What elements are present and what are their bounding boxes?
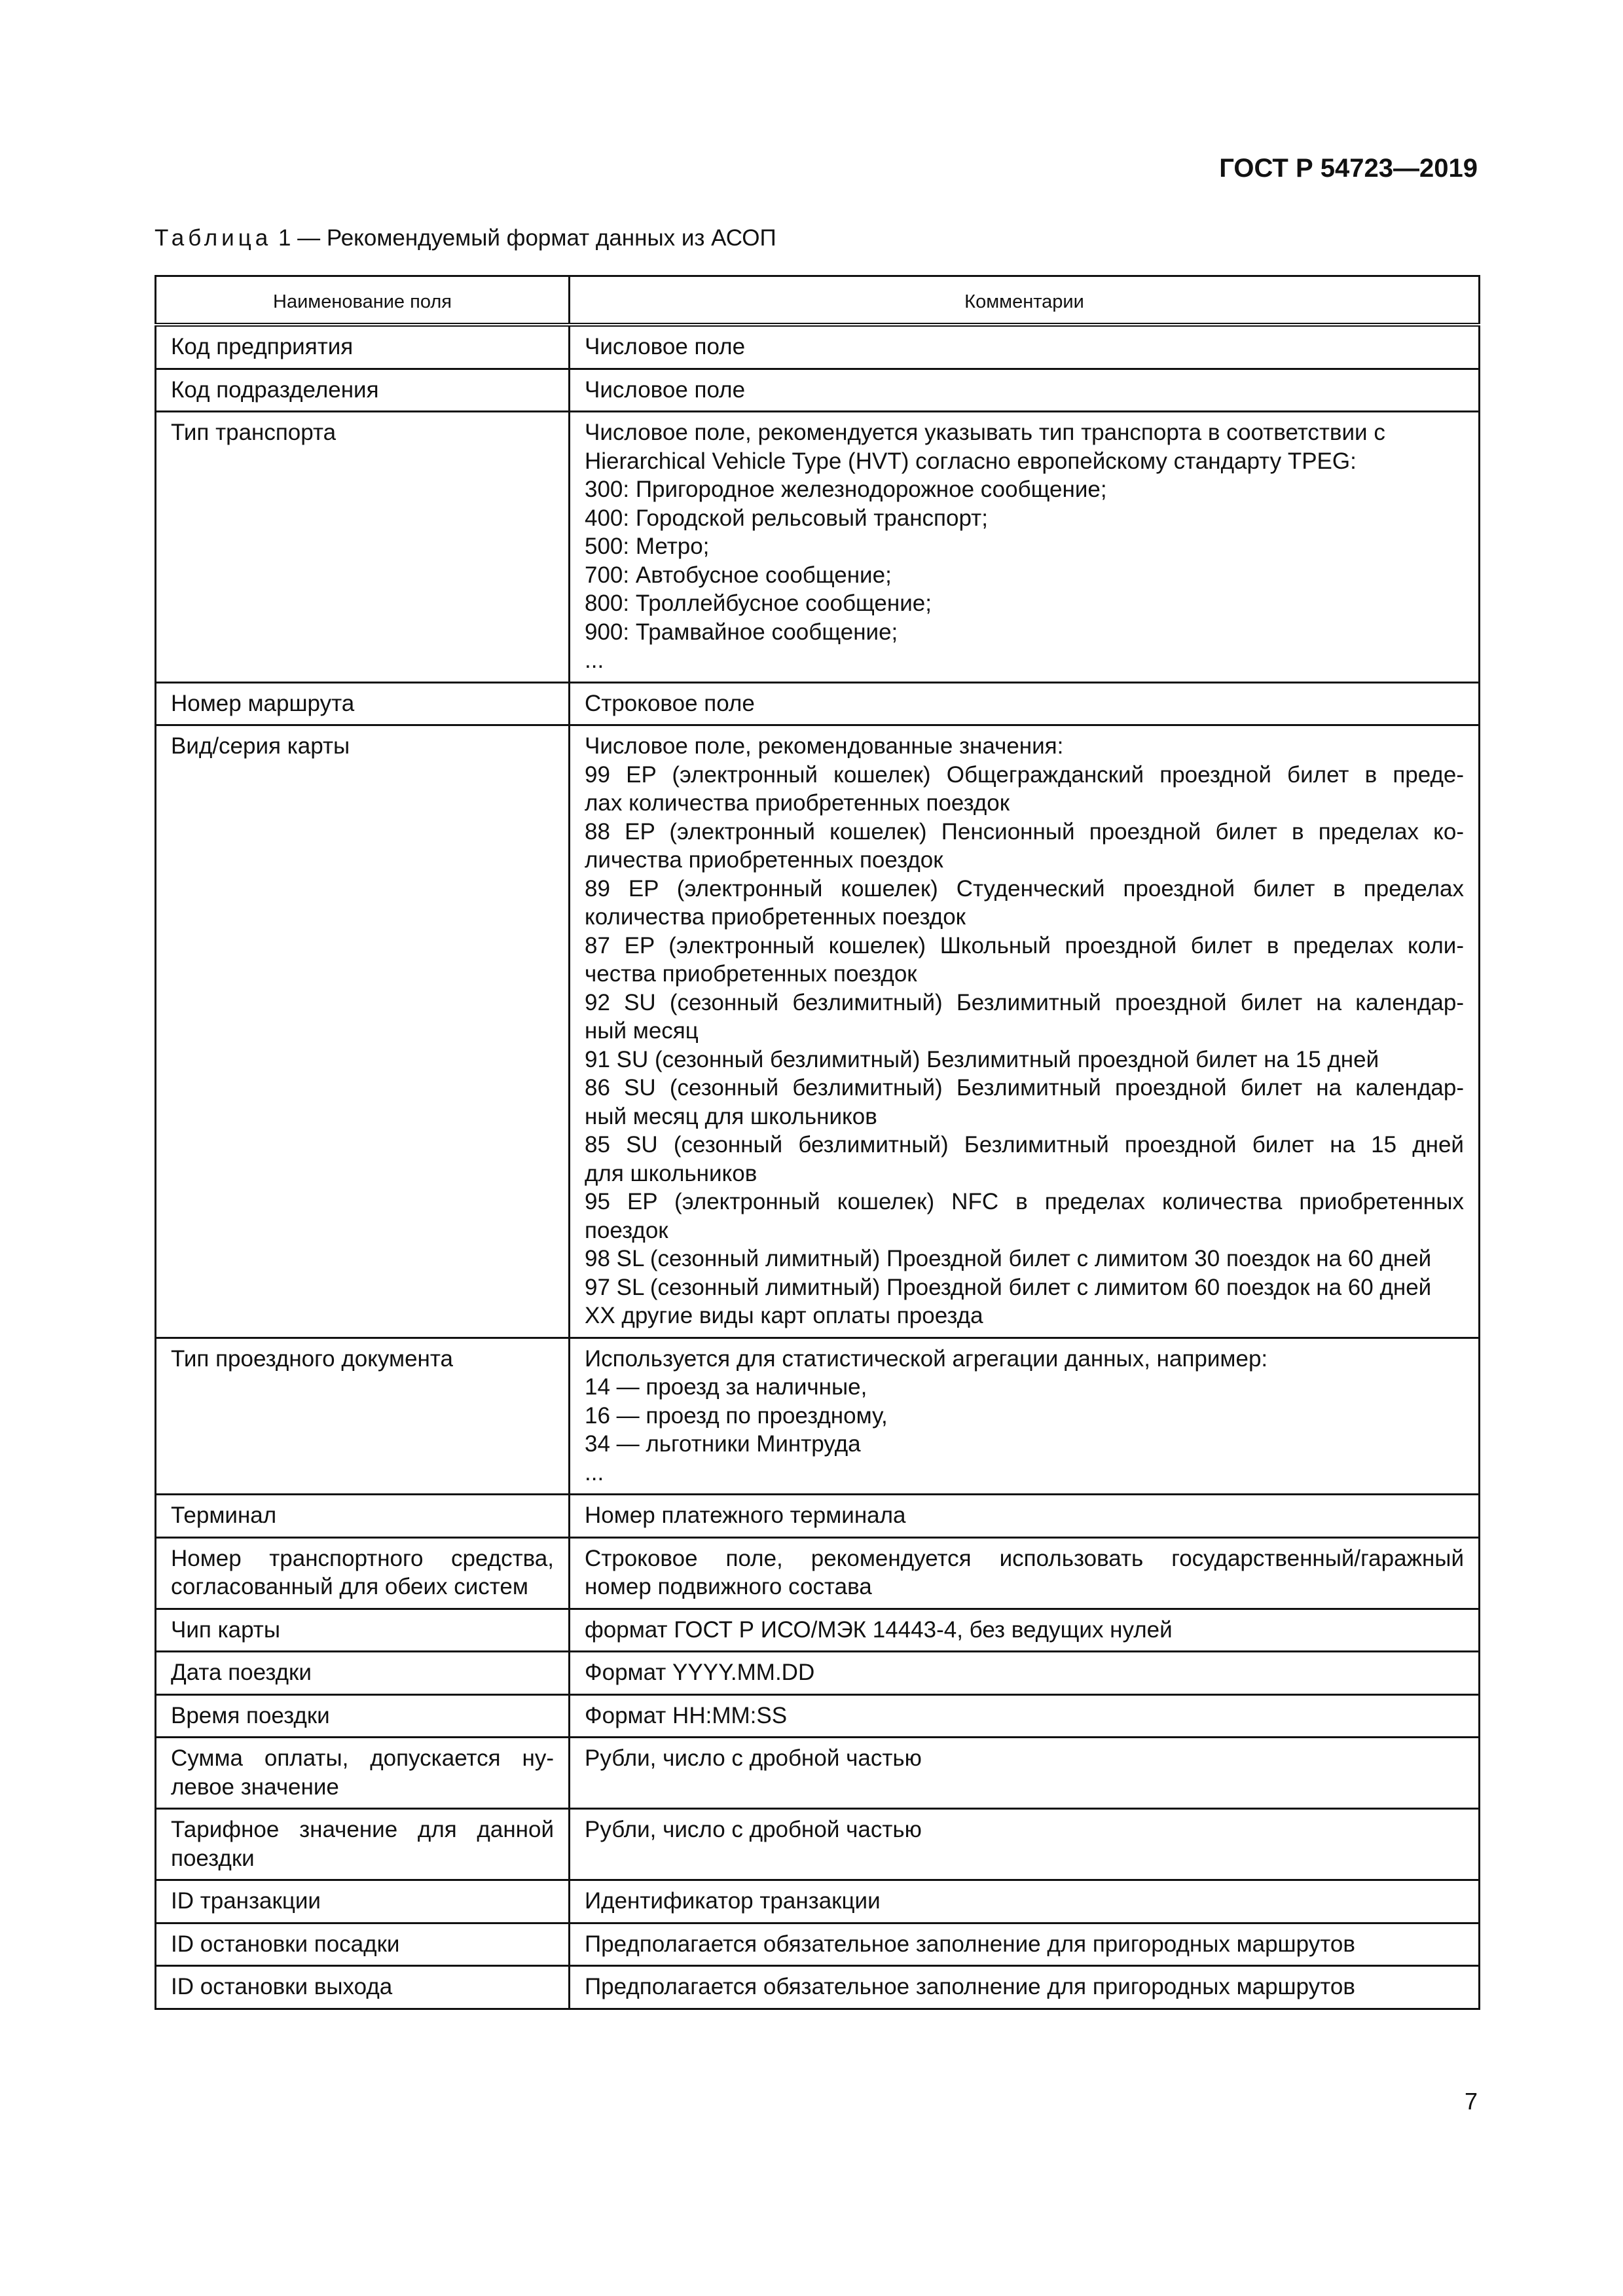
comment-line: 500: Метро; (585, 534, 710, 559)
comment-line: поездок (585, 1217, 668, 1243)
comment-line: Hierarchical Vehicle Type (HVT) согласно европейскому стандарту TPEG: (585, 448, 1357, 474)
comment-cell (570, 369, 1480, 412)
field-name-line: Код подразделения (171, 376, 379, 403)
field-name-line: Номер маршрута (171, 690, 355, 716)
comment-line: 98 SL (сезонный лимитный) Проездной билет с лимитом 30 поездок на 60 дней (585, 1246, 1432, 1271)
comment-cell (570, 1609, 1480, 1652)
comment-cell (570, 412, 1480, 683)
table-caption-prefix: Таблица (155, 225, 272, 251)
comment-cell (570, 1495, 1480, 1538)
comment-line: Рубли, число с дробной частью (585, 1745, 922, 1771)
field-name-line: Дата поездки (171, 1660, 312, 1685)
comment-line: 97 SL (сезонный лимитный) Проездной билет с лимитом 60 поездок на 60 дней (585, 1274, 1432, 1300)
comment-line: 88 EP (электронный кошелек) Пенсионный проездной билет в пределах ко- (585, 818, 1464, 845)
comment-line: 99 EP (электронный кошелек) Общегражданский проездной билет в преде- (585, 761, 1464, 788)
field-name-line: поездки (171, 1845, 255, 1871)
field-name-line: ID остановки выхода (171, 1974, 393, 1999)
comment-line: Идентификатор транзакции (585, 1888, 881, 1914)
comment-line: 400: Городской рельсовый транспорт; (585, 505, 988, 531)
table-caption (155, 224, 776, 253)
comment-line: Строковое поле, рекомендуется использовать государственный/гаражный (585, 1545, 1464, 1571)
field-name-cell (156, 1694, 570, 1738)
comment-line: 86 SU (сезонный безлимитный) Безлимитный проездной билет на календар- (585, 1075, 1464, 1101)
field-name-cell (156, 1809, 570, 1880)
column-header-field-name: Наименование поля (156, 276, 570, 325)
table-row (156, 369, 1480, 412)
comment-line: количества приобретенных поездок (585, 904, 966, 930)
field-name-cell (156, 369, 570, 412)
field-name-line: Тарифное значение для данной (171, 1817, 554, 1842)
comment-line: Формат HH:MM:SS (585, 1702, 788, 1728)
table-row (156, 412, 1480, 683)
comment-line: Формат YYYY.MM.DD (585, 1660, 815, 1685)
comment-line: ... (585, 1459, 604, 1485)
table-row (156, 325, 1480, 369)
comment-cell (570, 725, 1480, 1338)
field-name-line: Чип карты (171, 1616, 280, 1643)
comment-line: 700: Автобусное сообщение; (585, 562, 892, 588)
field-name-cell (156, 325, 570, 369)
field-name-cell (156, 1738, 570, 1809)
comment-line: 800: Троллейбусное сообщение; (585, 591, 932, 616)
comment-line: 900: Трамвайное сообщение; (585, 619, 898, 645)
comment-line: чества приобретенных поездок (585, 961, 917, 987)
table-row (156, 1495, 1480, 1538)
field-name-cell (156, 412, 570, 683)
format-table (155, 275, 1480, 2010)
table-row (156, 1537, 1480, 1609)
comment-line: ... (585, 647, 604, 673)
comment-line: Предполагается обязательное заполнение для пригородных маршрутов (585, 1931, 1355, 1957)
page-number: 7 (1464, 2088, 1478, 2115)
field-name-cell (156, 1537, 570, 1609)
field-name-line: Вид/серия карты (171, 733, 350, 759)
comment-line: номер подвижного состава (585, 1574, 872, 1599)
comment-line: лах количества приобретенных поездок (585, 790, 1010, 816)
comment-cell (570, 325, 1480, 369)
table-body (156, 325, 1480, 2009)
field-name-line: Код предприятия (171, 334, 354, 359)
field-name-cell (156, 725, 570, 1338)
field-name-line: Время поездки (171, 1702, 330, 1728)
table-row (156, 1923, 1480, 1966)
comment-line: для школьников (585, 1160, 757, 1186)
comment-line: Числовое поле, рекомендованные значения: (585, 733, 1064, 759)
comment-line: Номер платежного терминала (585, 1503, 906, 1528)
field-name-line: Номер транспортного средства, (171, 1545, 554, 1571)
field-name-cell (156, 1652, 570, 1695)
comment-cell (570, 1652, 1480, 1695)
comment-cell (570, 1338, 1480, 1495)
table-row (156, 725, 1480, 1338)
comment-line: личества приобретенных поездок (585, 847, 943, 873)
comment-line: 91 SU (сезонный безлимитный) Безлимитный проездной билет на 15 дней (585, 1046, 1379, 1072)
comment-line: Числовое поле (585, 376, 746, 403)
table-row (156, 1738, 1480, 1809)
field-name-line: Тип транспорта (171, 420, 337, 445)
comment-line: Рубли, число с дробной частью (585, 1817, 922, 1842)
field-name-cell (156, 1338, 570, 1495)
comment-line: Используется для статистической агрегации данных, например: (585, 1345, 1268, 1372)
table-caption-text: 1 — Рекомендуемый формат данных из АСОП (278, 225, 776, 251)
comment-cell (570, 1923, 1480, 1966)
document-standard-number: ГОСТ Р 54723—2019 (1219, 154, 1478, 183)
table-row (156, 1880, 1480, 1923)
field-name-line: ID транзакции (171, 1888, 321, 1914)
comment-line: Числовое поле, рекомендуется указывать тип транспорта в соответствии с (585, 420, 1385, 445)
field-name-line: согласованный для обеих систем (171, 1574, 528, 1599)
comment-line: ный месяц (585, 1018, 699, 1044)
field-name-cell (156, 1966, 570, 2009)
comment-cell (570, 1966, 1480, 2009)
comment-cell (570, 1880, 1480, 1923)
field-name-cell (156, 1609, 570, 1652)
table-row (156, 1652, 1480, 1695)
comment-cell (570, 1694, 1480, 1738)
comment-cell (570, 682, 1480, 725)
table-row (156, 1694, 1480, 1738)
field-name-cell (156, 1923, 570, 1966)
comment-line: 92 SU (сезонный безлимитный) Безлимитный проездной билет на календар- (585, 989, 1464, 1015)
comment-cell (570, 1809, 1480, 1880)
table-header-row (156, 276, 1480, 325)
comment-cell (570, 1537, 1480, 1609)
field-name-cell (156, 1495, 570, 1538)
comment-line: формат ГОСТ Р ИСО/МЭК 14443-4, без ведущих нулей (585, 1616, 1173, 1643)
comment-line: ный месяц для школьников (585, 1103, 877, 1129)
comment-line: 16 — проезд по проездному, (585, 1402, 888, 1429)
comment-line: Строковое поле (585, 690, 755, 716)
field-name-line: Терминал (171, 1503, 277, 1528)
comment-cell (570, 1738, 1480, 1809)
comment-line: Предполагается обязательное заполнение для пригородных маршрутов (585, 1974, 1355, 1999)
comment-line: 95 EP (электронный кошелек) NFC в пределах количества приобретенных (585, 1189, 1464, 1214)
comment-line: 85 SU (сезонный безлимитный) Безлимитный проездной билет на 15 дней (585, 1132, 1464, 1157)
column-header-comments: Комментарии (570, 276, 1480, 325)
field-name-cell (156, 1880, 570, 1923)
table-row (156, 1809, 1480, 1880)
field-name-line: левое значение (171, 1774, 339, 1800)
table-row (156, 1609, 1480, 1652)
field-name-line: ID остановки посадки (171, 1931, 400, 1957)
comment-line: Числовое поле (585, 334, 746, 359)
comment-line: 14 — проезд за наличные, (585, 1374, 867, 1400)
comment-line: 89 EP (электронный кошелек) Студенческий проездной билет в пределах (585, 875, 1464, 902)
comment-line: 34 — льготники Минтруда (585, 1431, 861, 1457)
field-name-cell (156, 682, 570, 725)
comment-line: 300: Пригородное железнодорожное сообщение; (585, 477, 1107, 502)
comment-line: XX другие виды карт оплаты проезда (585, 1303, 983, 1328)
table-row (156, 1966, 1480, 2009)
comment-line: 87 EP (электронный кошелек) Школьный проездной билет в пределах коли- (585, 932, 1464, 958)
field-name-line: Тип проездного документа (171, 1345, 453, 1372)
table-row (156, 1338, 1480, 1495)
table-row (156, 682, 1480, 725)
field-name-line: Сумма оплаты, допускается ну- (171, 1745, 554, 1771)
